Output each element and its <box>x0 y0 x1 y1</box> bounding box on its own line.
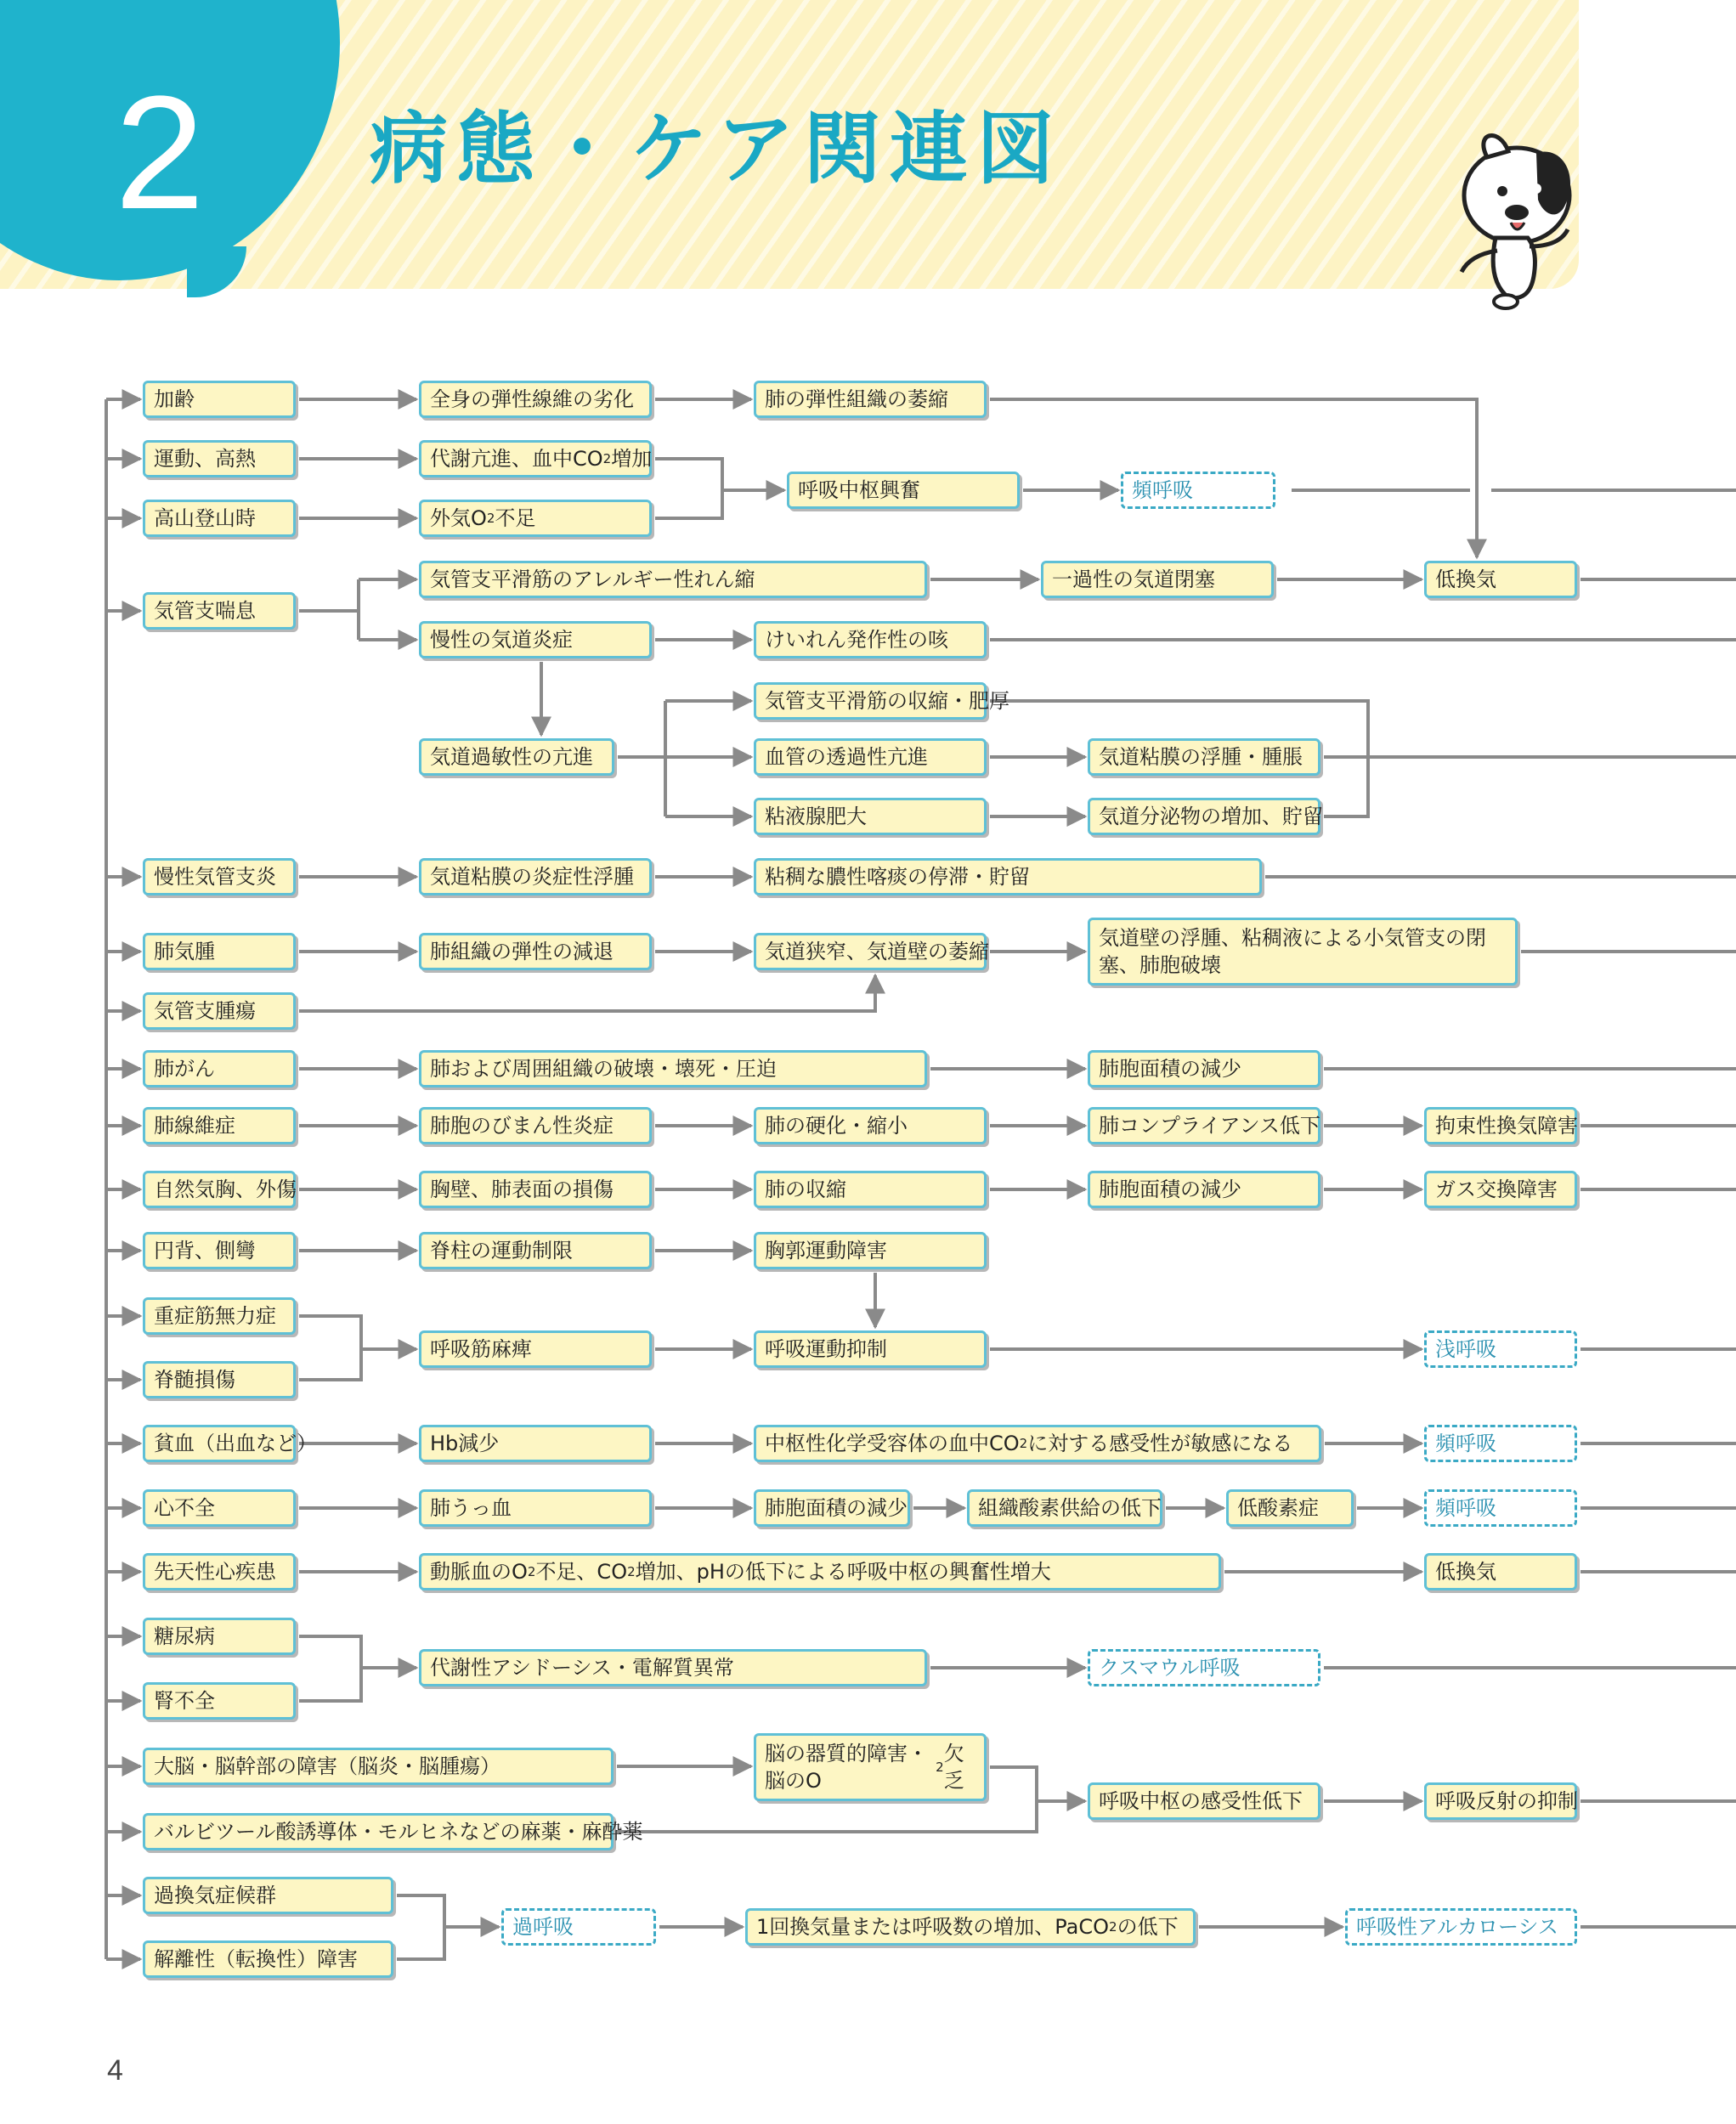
node-kido-kyosaku: 気道狭窄、気道壁の萎縮 <box>754 933 987 970</box>
node-kido-kabinsei: 気道過敏性の亢進 <box>419 738 614 776</box>
node-kareii: 加齢 <box>143 381 296 418</box>
node-ikkasei-heisoku: 一過性の気道閉塞 <box>1041 561 1274 598</box>
node-kikan-shushuku: 気管支平滑筋の収縮・肥厚 <box>754 682 987 720</box>
node-hai-koka: 肺の硬化・縮小 <box>754 1107 987 1144</box>
node-kikanshi-zensoku: 気管支喘息 <box>143 592 296 630</box>
page-number: 4 <box>107 2054 123 2087</box>
merge-muscle <box>299 1316 361 1380</box>
node-haiukketsu: 肺うっ血 <box>419 1489 652 1527</box>
node-hai-danseisoshiki: 肺の弾性組織の萎縮 <box>754 381 987 418</box>
node-haiho-menseki-genshou-b: 肺胞面積の減少 <box>1088 1050 1320 1087</box>
merge-undo <box>655 459 722 518</box>
node-kosokusei: 拘束性換気障害 <box>1424 1107 1577 1144</box>
node-zenshin-danseisen: 全身の弾性線維の劣化 <box>419 381 652 418</box>
node-haikishu: 肺気腫 <box>143 933 296 970</box>
node-kairi: 解離性（転換性）障害 <box>143 1940 393 1978</box>
node-teikanki-2: 低換気 <box>1424 1553 1577 1590</box>
node-haisen-ishou: 肺線維症 <box>143 1107 296 1144</box>
node-jusho-kinmuryoku: 重症筋無力症 <box>143 1297 296 1335</box>
node-gas-kokan: ガス交換障害 <box>1424 1171 1577 1208</box>
node-kyoheki: 胸壁、肺表面の損傷 <box>419 1171 652 1208</box>
chapter-number: 2 <box>115 63 205 243</box>
node-shizen-kikyo: 自然気胸、外傷 <box>143 1171 296 1208</box>
node-nenekisen: 粘液腺肥大 <box>754 798 987 835</box>
node-enpai: 円背、側彎 <box>143 1232 296 1269</box>
node-hinketsu: 貧血（出血など） <box>143 1425 296 1462</box>
node-haiho-menseki-genshou-a: 肺胞面積の減少 <box>754 1489 910 1527</box>
node-haigan: 肺がん <box>143 1050 296 1087</box>
node-teikanki-1: 低換気 <box>1424 561 1577 598</box>
node-kikan-allergy: 気管支平滑筋のアレルギー性れん縮 <box>419 561 927 598</box>
merge-metabolic <box>299 1636 361 1701</box>
node-hb-genshou: Hb減少 <box>419 1425 652 1462</box>
node-kokyuchusu-kofun: 呼吸中枢興奮 <box>787 472 1020 509</box>
node-gaiki-o2: 外気O 2 不足 <box>419 500 652 537</box>
node-kozan: 高山登山時 <box>143 500 296 537</box>
node-kido-bunpitsu: 気道分泌物の増加、貯留 <box>1088 798 1320 835</box>
node-kakokyu: 過呼吸 <box>501 1908 656 1946</box>
node-tonyobyo: 糖尿病 <box>143 1618 296 1655</box>
node-hai-oyobi: 肺および周囲組織の破壊・壊死・圧迫 <box>419 1050 927 1087</box>
node-keiren-seki: けいれん発作性の咳 <box>754 621 987 658</box>
node-kekkan-tokasei: 血管の透過性亢進 <box>754 738 987 776</box>
node-kokyuchusu-kanjusei: 呼吸中枢の感受性低下 <box>1088 1782 1320 1820</box>
node-kokyusei-alkalosis: 呼吸性アルカローシス <box>1345 1908 1577 1946</box>
node-kokyukin-mahi: 呼吸筋麻痺 <box>419 1330 652 1368</box>
page-title: 病態・ケア関連図 <box>370 104 1064 195</box>
merge-hyperventilation <box>397 1895 444 1959</box>
node-teisanso: 低酸素症 <box>1226 1489 1354 1527</box>
node-kakanki: 過換気症候群 <box>143 1877 393 1914</box>
node-sekichu: 脊柱の運動制限 <box>419 1232 652 1269</box>
node-hinkokyu-3: 頻呼吸 <box>1424 1489 1577 1527</box>
node-soshiki-sanso: 組織酸素供給の低下 <box>967 1489 1162 1527</box>
node-taisha-koshin: 代謝亢進、血中CO 2 増加 <box>419 440 652 477</box>
arrow-tumor-up <box>299 975 875 1011</box>
node-shinfuzen: 心不全 <box>143 1489 296 1527</box>
node-ikkai-kankiryo: 1回換気量または呼吸数の増加、PaCO 2 の低下 <box>745 1908 1196 1946</box>
node-senkokyu: 浅呼吸 <box>1424 1330 1577 1368</box>
node-hai-shushuku: 肺の収縮 <box>754 1171 987 1208</box>
node-kikanshi-shuyo: 気管支腫瘍 <box>143 992 296 1030</box>
node-sentensei: 先天性心疾患 <box>143 1553 296 1590</box>
node-sekizui-sonsho: 脊髄損傷 <box>143 1361 296 1398</box>
node-daino: 大脳・脳幹部の障害（脳炎・脳腫瘍） <box>143 1748 614 1785</box>
node-hai-compliance: 肺コンプライアンス低下 <box>1088 1107 1320 1144</box>
node-taishasei-acidosis: 代謝性アシドーシス・電解質異常 <box>419 1649 927 1686</box>
node-domyaku: 動脈血のO 2 不足、CO 2 増加、pHの低下による呼吸中枢の興奮性増大 <box>419 1553 1221 1590</box>
node-chusuusei: 中枢性化学受容体の血中CO 2 に対する感受性が敏感になる <box>754 1425 1321 1462</box>
node-jinfuzen: 腎不全 <box>143 1682 296 1720</box>
node-kyokaku-undo: 胸郭運動障害 <box>754 1232 987 1269</box>
node-kusmaul: クスマウル呼吸 <box>1088 1649 1320 1686</box>
node-haisoshiki-danseigentai: 肺組織の弾性の減退 <box>419 933 652 970</box>
node-no-kishitsuteki: 脳の器質的障害・脳のO 2 欠乏 <box>754 1733 987 1801</box>
node-kokyu-hansha: 呼吸反射の抑制 <box>1424 1782 1577 1820</box>
node-mansei-kidoenshou: 慢性の気道炎症 <box>419 621 652 658</box>
node-hinkokyu-2: 頻呼吸 <box>1424 1425 1577 1462</box>
node-haiho-menseki-genshou-c: 肺胞面積の減少 <box>1088 1171 1320 1208</box>
node-undo: 運動、高熱 <box>143 440 296 477</box>
node-mansei-kikanshien: 慢性気管支炎 <box>143 858 296 895</box>
node-kido-heki-fushu: 気道壁の浮腫、粘稠液による小気管支の閉塞、肺胞破壊 <box>1088 918 1518 986</box>
node-haiho-biman: 肺胞のびまん性炎症 <box>419 1107 652 1144</box>
node-kido-nenmaku-fushu: 気道粘膜の浮腫・腫脹 <box>1088 738 1320 776</box>
node-kido-nenmaku-enshou: 気道粘膜の炎症性浮腫 <box>419 858 652 895</box>
node-hinkokyu-1: 頻呼吸 <box>1121 472 1275 509</box>
node-barubitsuru: バルビツール酸誘導体・モルヒネなどの麻薬・麻酔薬 <box>143 1813 614 1850</box>
node-nencho-tan: 粘稠な膿性喀痰の停滞・貯留 <box>754 858 1262 895</box>
node-kokyu-undo-yokusei: 呼吸運動抑制 <box>754 1330 987 1368</box>
